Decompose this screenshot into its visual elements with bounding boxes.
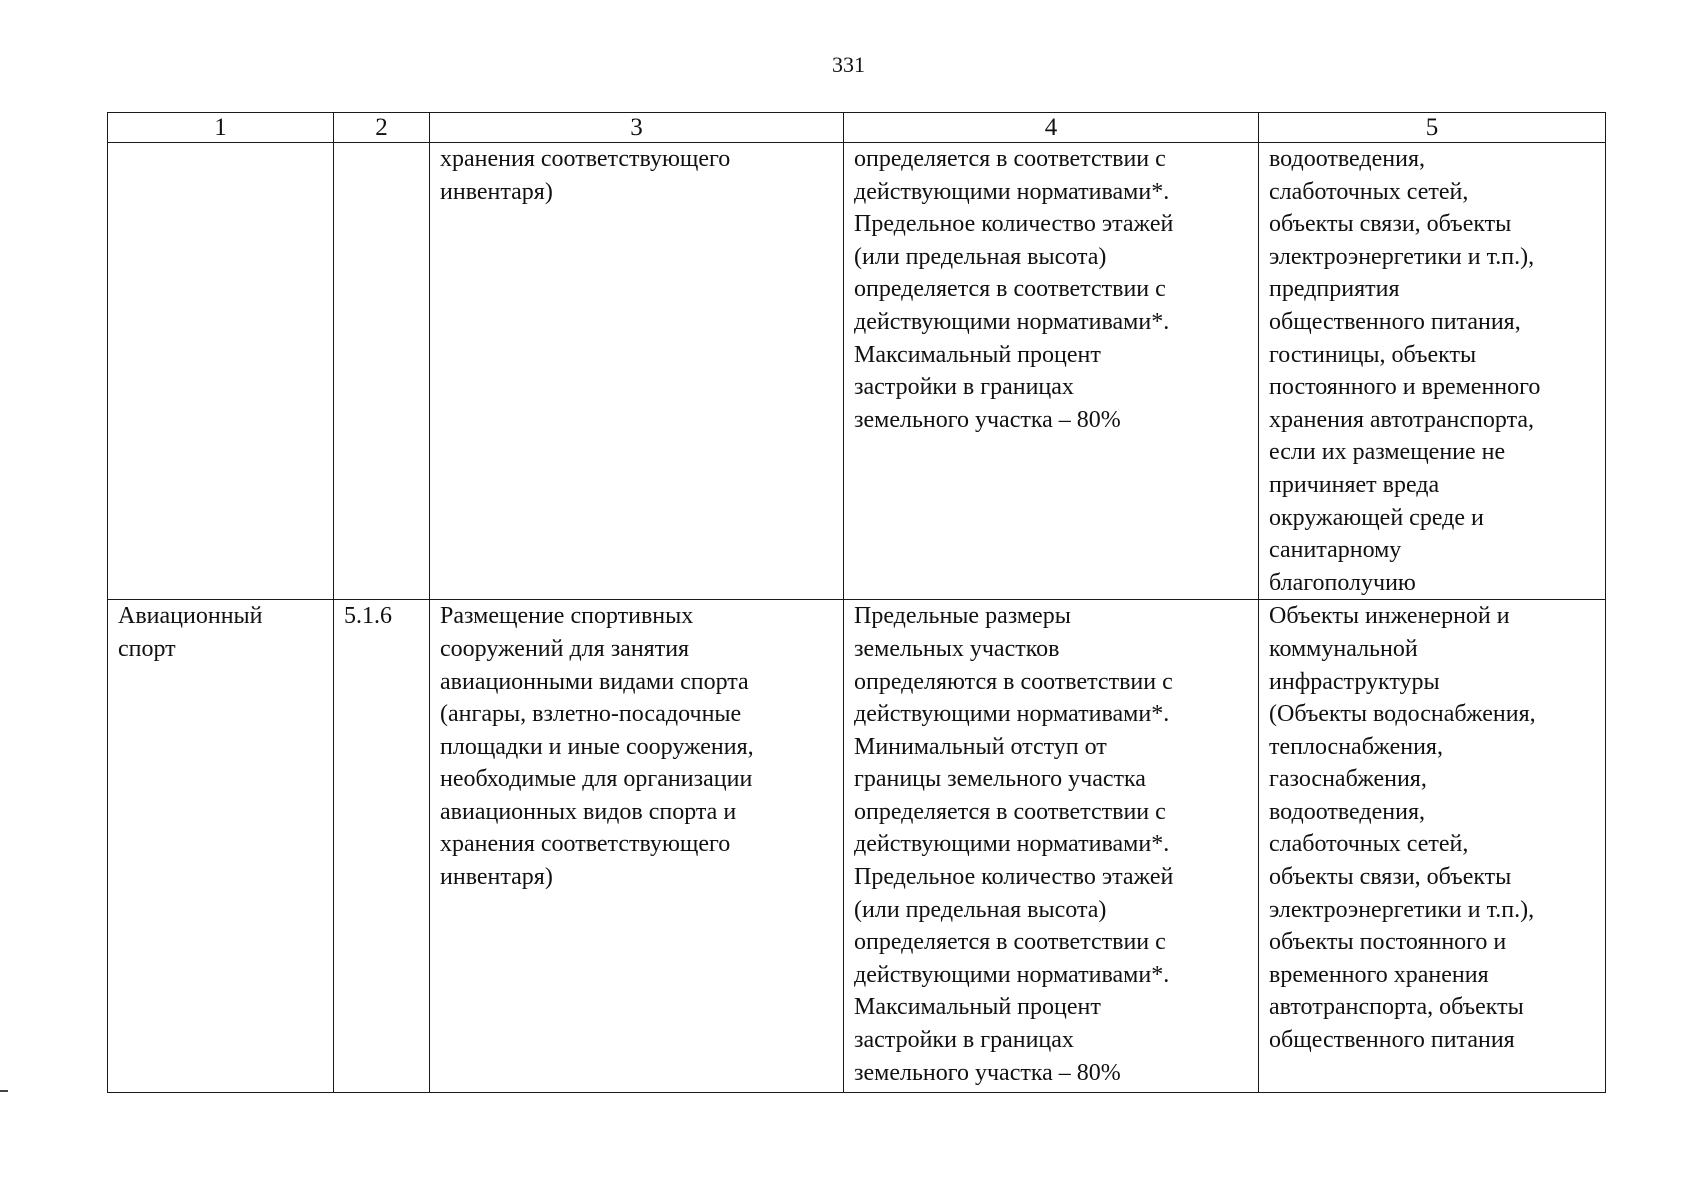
use-type-code-cell: 5.1.6 [334,600,430,1093]
table-header [108,113,1606,143]
use-type-name-cell [108,143,334,600]
column-header-5: 5 [1259,113,1606,143]
use-description-cell: Размещение спортивных сооружений для занятия авиационными видами спорта (ангары, взлетно-посадочные площадки и иные сооружения, необходимые для организации авиационных видов спорта и хранения соответствующего инвентаря) [430,600,844,1093]
regulations-table [107,112,1606,1093]
page-number: 331 [832,52,865,77]
parameters-cell: Предельные размеры земельных участков определяются в соответствии с действующими нормативами*. Минимальный отступ от границы земельного участка определяется в соответствии с действующими нормативами*. Предельное количество этажей (или предельная высота) определяется в соответствии с действующими нормативами*. Максимальный процент застройки в границах земельного участка – 80% [844,600,1259,1093]
use-type-code-cell [334,143,430,600]
column-header-2: 2 [334,113,430,143]
use-description-cell: хранения соответствующего инвентаря) [430,143,844,600]
column-header-4: 4 [844,113,1259,143]
auxiliary-uses-cell: водоотведения, слаботочных сетей, объекты связи, объекты электроэнергетики и т.п.), предприятия общественного питания, гостиницы, объекты постоянного и временного хранения автотранспорта, если их размещение не причиняет вреда окружающей среде и санитарному благополучию [1259,143,1606,600]
column-header-1: 1 [108,113,334,143]
table-row [108,143,1606,600]
parameters-cell: определяется в соответствии с действующими нормативами*. Предельное количество этажей (или предельная высота) определяется в соответствии с действующими нормативами*. Максимальный процент застройки в границах земельного участка – 80% [844,143,1259,600]
column-header-3: 3 [430,113,844,143]
scan-mark [0,1090,8,1092]
header-row [108,113,1606,143]
auxiliary-uses-cell: Объекты инженерной и коммунальной инфраструктуры (Объекты водоснабжения, теплоснабжения, газоснабжения, водоотведения, слаботочных сетей, объекты связи, объекты электроэнергетики и т.п.), объекты постоянного и временного хранения автотранспорта, объекты общественного питания [1259,600,1606,1093]
table-row [108,600,1606,1093]
use-type-name-cell: Авиационный спорт [108,600,334,1093]
